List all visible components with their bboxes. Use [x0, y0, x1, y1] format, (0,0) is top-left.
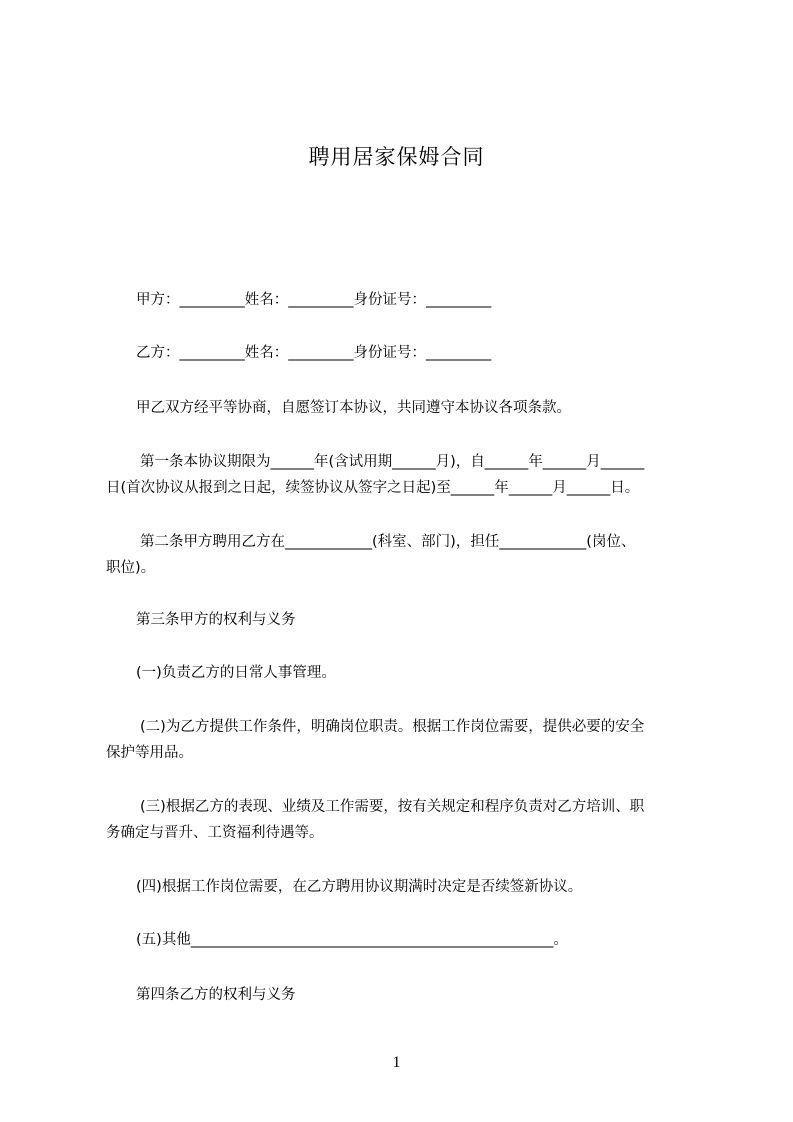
- party-b-line: 乙方：_________姓名：_________身份证号：_________: [136, 345, 492, 361]
- article-4-heading: 第四条乙方的权利与义务: [136, 987, 296, 1003]
- article-3-item-4: (四)根据工作岗位需要，在乙方聘用协议期满时决定是否续签新协议。: [136, 879, 583, 895]
- article-2-line-1: 第二条甲方聘用乙方在____________(科室、部门)，担任____________(岗位、: [140, 534, 636, 550]
- article-3-item-3-line-2: 务确定与晋升、工资福利待遇等。: [106, 825, 324, 841]
- article-3-item-3-line-1: (三)根据乙方的表现、业绩及工作需要，按有关规定和程序负责对乙方培训、职: [140, 799, 645, 815]
- article-1-line-2: 日(首次协议从报到之日起，续签协议从签字之日起)至______年______月______日。: [106, 480, 640, 496]
- article-3-item-5: (五)其他__________________________________________________。: [136, 932, 568, 948]
- page-number: 1: [392, 1054, 401, 1071]
- preamble: 甲乙双方经平等协商，自愿签订本协议，共同遵守本协议各项条款。: [136, 400, 571, 416]
- article-3-heading: 第三条甲方的权利与义务: [136, 612, 296, 628]
- party-a-line: 甲方：_________姓名：_________身份证号：_________: [136, 292, 492, 308]
- document-title: 聘用居家保姆合同: [308, 145, 485, 169]
- article-3-item-2-line-1: (二)为乙方提供工作条件，明确岗位职责。根据工作岗位需要，提供必要的安全: [140, 719, 645, 735]
- article-3-item-2-line-2: 保护等用品。: [106, 745, 193, 761]
- article-2-line-2: 职位)。: [106, 560, 156, 576]
- article-3-item-1: (一)负责乙方的日常人事管理。: [136, 665, 336, 681]
- article-1-line-1: 第一条本协议期限为______年(含试用期______月)，自______年______月______: [140, 454, 645, 470]
